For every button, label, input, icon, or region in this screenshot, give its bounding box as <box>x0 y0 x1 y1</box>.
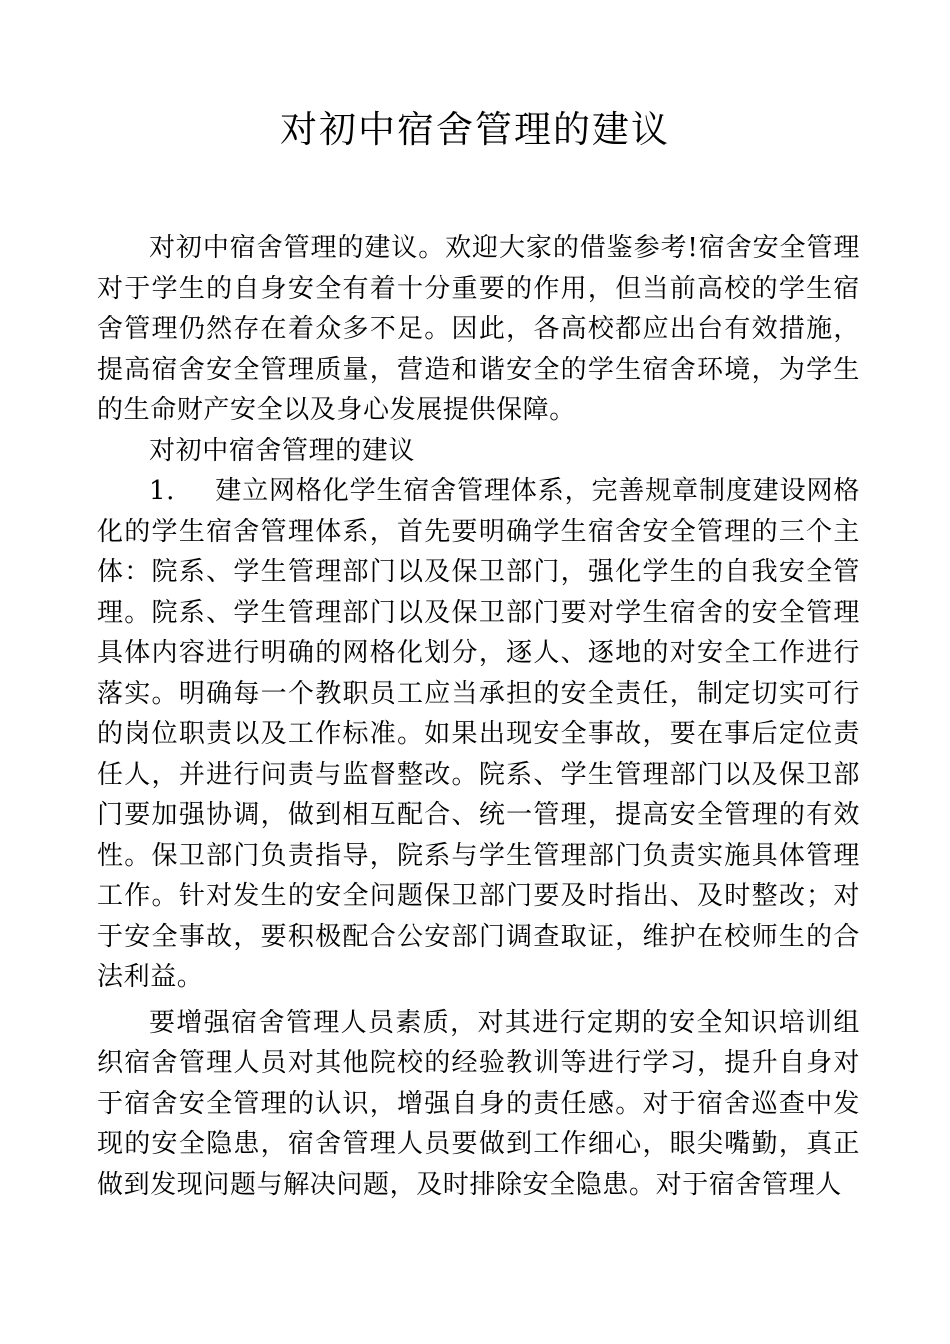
numbered-paragraph <box>97 471 860 998</box>
body-paragraph: 要增强宿舍管理人员素质，对其进行定期的安全知识培训组织宿舍管理人员对其他院校的经验教训等进行学习，提升自身对于宿舍安全管理的认识，增强自身的责任感。对于宿舍巡查中发现的安全隐患，宿舍管理人员要做到工作细心，眼尖嘴勤，真正做到发现问题与解决问题，及时排除安全隐患。对于宿舍管理人 <box>97 1007 860 1200</box>
intro-paragraph: 对初中宿舍管理的建议。欢迎大家的借鉴参考!宿舍安全管理对于学生的自身安全有着十分重要的作用，但当前高校的学生宿舍管理仍然存在着众多不足。因此，各高校都应出台有效措施，提高宿舍安全管理质量，营造和谐安全的学生宿舍环境，为学生的生命财产安全以及身心发展提供保障。 <box>97 233 860 425</box>
item-number: 1. <box>149 476 176 506</box>
document-body <box>97 228 860 1205</box>
document-title: 对初中宿舍管理的建议 <box>280 108 670 151</box>
section-heading: 对初中宿舍管理的建议 <box>149 435 416 466</box>
numbered-paragraph-text: 建立网格化学生宿舍管理体系，完善规章制度建设网格化的学生宿舍管理体系，首先要明确学生宿舍安全管理的三个主体：院系、学生管理部门以及保卫部门，强化学生的自我安全管理。院系、学生管理部门以及保卫部门要对学生宿舍的安全管理具体内容进行明确的网格化划分，逐人、逐地的对安全工作进行落实。明确每一个教职员工应当承担的安全责任，制定切实可行的岗位职责以及工作标准。如果出现安全事故，要在事后定位责任人，并进行问责与监督整改。院系、学生管理部门以及保卫部门要加强协调，做到相互配合、统一管理，提高安全管理的有效性。保卫部门负责指导，院系与学生管理部门负责实施具体管理工作。针对发生的安全问题保卫部门要及时指出、及时整改；对于安全事故，要积极配合公安部门调查取证，维护在校师生的合法利益。 <box>97 476 860 992</box>
